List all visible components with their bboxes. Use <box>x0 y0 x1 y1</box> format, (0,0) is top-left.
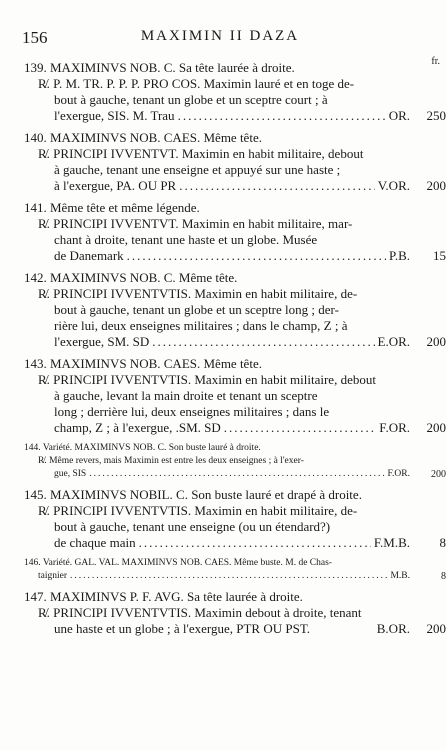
entry-reverse <box>24 503 410 519</box>
metal-grade: OR. <box>388 108 410 123</box>
reverse-text: R̸. PRINCIPI IVVENTVT. Maximin en habit militaire, mar- <box>38 216 353 231</box>
metal-grade: F.OR. <box>379 420 410 435</box>
entry-reverse <box>24 455 410 468</box>
entry-reverse-cont <box>24 162 410 178</box>
entry-reverse-cont <box>24 232 410 248</box>
metal-grade: M.B. <box>390 571 410 581</box>
entry-reverse-cont <box>24 318 410 334</box>
dot-leader <box>179 178 374 194</box>
entry-reverse <box>24 286 410 302</box>
catalogue-entry <box>24 200 446 264</box>
obverse-text: MAXIMINVS NOB. C. Même tête. <box>50 270 238 285</box>
obverse-text: MAXIMINVS NOB. C. Sa tête laurée à droite. <box>50 60 295 75</box>
reverse-text: R̸. PRINCIPI IVVENTVTIS. Maximin en habit militaire, debout <box>38 372 376 387</box>
entry-reverse-cont <box>24 302 410 318</box>
catalogue-entry <box>24 589 446 637</box>
price-value: 200 <box>426 420 446 435</box>
obverse-text: MAXIMINVS NOBIL. C. Son buste lauré et drapé à droite. <box>50 487 362 502</box>
entry-reverse <box>24 76 410 92</box>
reverse-text: R̸. PRINCIPI IVVENTVT. Maximin en habit militaire, debout <box>38 146 364 161</box>
currency-label: fr. <box>431 56 440 67</box>
entry-obverse <box>24 557 410 570</box>
dot-leader <box>89 468 384 481</box>
reverse-text: une haste et un globe ; à l'exergue, PTR OU PST. <box>54 621 311 636</box>
running-title: MAXIMIN II DAZA <box>140 28 300 44</box>
catalogue-entry <box>24 442 446 481</box>
price-value: 200 <box>426 334 446 349</box>
reverse-text: R̸. PRINCIPI IVVENTVTIS. Maximin en habit militaire, de- <box>38 503 358 518</box>
entry-number: 143. <box>24 356 50 371</box>
entry-reverse-cont <box>24 248 446 264</box>
entry-number: 140. <box>24 130 50 145</box>
reverse-text: rière lui, deux enseignes militaires ; dans le champ, Z ; à <box>54 318 348 333</box>
reverse-text: R̸. PRINCIPI IVVENTVTIS. Maximin debout à droite, tenant <box>38 605 362 620</box>
price-value: 15 <box>433 248 446 263</box>
catalogue-entry <box>24 487 446 551</box>
entry-number: 139. <box>24 60 50 75</box>
dot-leader <box>139 535 371 551</box>
obverse-text: Variété. GAL. VAL. MAXIMINVS NOB. CAES. Même buste. M. de Chas- <box>42 558 332 568</box>
reverse-text: R̸. Même revers, mais Maximin est entre les deux enseignes ; à l'exer- <box>38 456 304 466</box>
entry-obverse <box>24 200 410 216</box>
metal-grade: V.OR. <box>377 178 410 193</box>
catalogue-entry <box>24 356 446 436</box>
entry-number: 147. <box>24 589 50 604</box>
obverse-text: MAXIMINVS NOB. CAES. Même tête. <box>50 356 262 371</box>
entry-reverse-cont <box>24 621 446 637</box>
reverse-text: champ, Z ; à l'exergue, .SM. SD <box>54 420 221 435</box>
reverse-text: de Danemark <box>54 248 124 263</box>
dot-leader <box>127 248 386 264</box>
obverse-text: Même tête et même légende. <box>50 200 200 215</box>
reverse-text: à l'exergue, PA. OU PR <box>54 178 177 193</box>
metal-grade: B.OR. <box>376 621 410 636</box>
reverse-text: R̸. PRINCIPI IVVENTVTIS. Maximin en habit militaire, de- <box>38 286 358 301</box>
entry-obverse <box>24 442 410 455</box>
dot-leader <box>178 108 386 124</box>
metal-grade: P.B. <box>389 248 410 263</box>
entry-reverse-cont <box>24 92 410 108</box>
entry-reverse-cont <box>24 404 410 420</box>
price-value: 250 <box>426 108 446 123</box>
entry-reverse-cont <box>24 388 410 404</box>
catalogue-entry <box>24 270 446 350</box>
entry-number: 141. <box>24 200 50 215</box>
entry-obverse <box>24 60 410 76</box>
metal-grade: E.OR. <box>377 334 410 349</box>
dot-leader <box>152 334 374 350</box>
reverse-text: R̸. P. M. TR. P. P. P. PRO COS. Maximin lauré et en toge de- <box>38 76 355 91</box>
entry-reverse-cont <box>24 420 446 436</box>
reverse-text: taignier <box>38 571 68 581</box>
reverse-text: bout à gauche, tenant une enseigne (ou un étendard?) <box>54 519 331 534</box>
entry-reverse-cont <box>24 468 446 481</box>
entry-reverse <box>24 570 446 583</box>
price-value: 200 <box>426 178 446 193</box>
reverse-text: l'exergue, SM. SD <box>54 334 150 349</box>
entry-reverse <box>24 372 410 388</box>
reverse-text: chant à droite, tenant une haste et un globe. Musée <box>54 232 318 247</box>
entry-reverse <box>24 146 410 162</box>
reverse-text: l'exergue, SIS. M. Trau <box>54 108 175 123</box>
dot-leader <box>70 570 387 583</box>
metal-grade: F.M.B. <box>373 535 410 550</box>
reverse-text: bout à gauche, tenant un globe et un sceptre court ; à <box>54 92 328 107</box>
entry-reverse <box>24 605 410 621</box>
entry-number: 146. <box>24 558 43 568</box>
entry-reverse-cont <box>24 519 410 535</box>
reverse-text: à gauche, levant la main droite et tenant un sceptre <box>54 388 318 403</box>
entry-obverse <box>24 130 410 146</box>
metal-grade: F.OR. <box>387 469 410 479</box>
catalogue-entry <box>24 557 446 583</box>
entry-obverse <box>24 487 410 503</box>
price-value: 200 <box>426 621 446 636</box>
entry-reverse-cont <box>24 535 446 551</box>
reverse-text: à gauche, tenant une enseigne et appuyé sur une haste ; <box>54 162 341 177</box>
entry-number: 142. <box>24 270 50 285</box>
dot-leader <box>224 420 377 436</box>
page-number: 156 <box>22 28 48 47</box>
entry-obverse <box>24 356 410 372</box>
reverse-text: de chaque main <box>54 535 136 550</box>
entry-reverse-cont <box>24 178 446 194</box>
obverse-text: MAXIMINVS NOB. CAES. Même tête. <box>50 130 262 145</box>
entry-number: 144. <box>24 443 43 453</box>
reverse-text: bout à gauche, tenant un globe et un sceptre long ; der- <box>54 302 339 317</box>
page-header <box>22 28 418 50</box>
entry-number: 145. <box>24 487 50 502</box>
obverse-text: MAXIMINVS P. F. AVG. Sa tête laurée à droite. <box>50 589 303 604</box>
reverse-text: gue, SIS <box>54 469 87 479</box>
obverse-text: Variété. MAXIMINVS NOB. C. Son buste lauré à droite. <box>42 443 261 453</box>
entry-reverse <box>24 216 410 232</box>
entry-obverse <box>24 589 410 605</box>
entry-reverse-cont <box>24 108 446 124</box>
catalogue-entry <box>24 130 446 194</box>
price-value: 200 <box>431 469 446 480</box>
entry-reverse-cont <box>24 334 446 350</box>
price-value: 8 <box>439 535 446 550</box>
price-value: 8 <box>441 571 446 582</box>
entry-obverse <box>24 270 410 286</box>
reverse-text: long ; derrière lui, deux enseignes militaires ; dans le <box>54 404 330 419</box>
